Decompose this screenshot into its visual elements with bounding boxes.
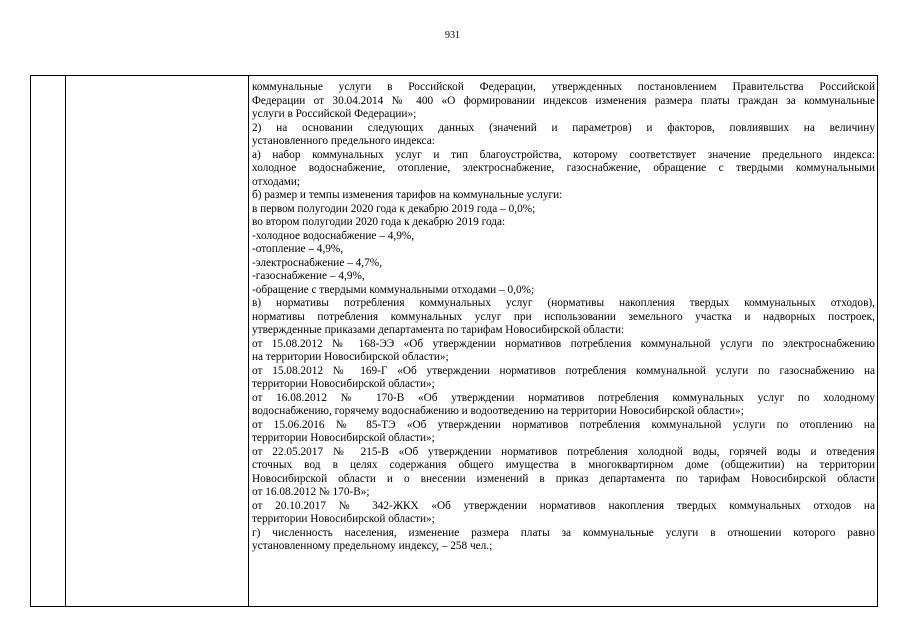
text-line: от 16.08.2012 № 170-В «Об утверждении нормативов потребления коммунальных услуг по холодному bbox=[252, 391, 875, 404]
text-line: в) нормативы потребления коммунальных услуг (нормативы накопления твердых коммунальных отходов), bbox=[252, 297, 875, 309]
document-table bbox=[30, 75, 878, 607]
text-line: б) размер и темпы изменения тарифов на коммунальные услуги: bbox=[252, 189, 563, 201]
text-line: 2) на основании следующих данных (значений и параметров) и факторов, повлиявших на величину bbox=[252, 121, 875, 134]
text-line: установленного предельного индекса: bbox=[252, 135, 435, 147]
text-line: коммунальные услуги в Российской Федерации, утвержденных постановлением Правительства Российской bbox=[252, 81, 875, 93]
text-line: -электроснабжение – 4,7%, bbox=[252, 256, 383, 269]
text-line: холодное водоснабжение, отопление, электроснабжение, газоснабжение, обращение с твердыми коммунальными bbox=[252, 162, 875, 174]
text-line: -обращение с твердыми коммунальными отходами – 0,0%; bbox=[252, 283, 535, 296]
text-line: на территории Новосибирской области»; bbox=[252, 351, 449, 363]
text-line: от 15.08.2012 № 168-ЭЭ «Об утверждении нормативов потребления коммунальной услуги по электроснабжению bbox=[252, 337, 875, 350]
text-line: Новосибирской области и о внесении изменений в приказ департамента по тарифам Новосибирской области bbox=[252, 472, 875, 485]
text-line: услуги в Российской Федерации»; bbox=[252, 108, 417, 120]
column-divider-2 bbox=[248, 76, 249, 606]
text-line: территории Новосибирской области»; bbox=[252, 432, 435, 444]
text-line: -холодное водоснабжение – 4,9%, bbox=[252, 229, 415, 242]
text-line: от 15.06.2016 № 85-ТЭ «Об утверждении нормативов потребления коммунальной услуги по отоплению на bbox=[252, 418, 875, 431]
text-line: водоснабжению, горячему водоснабжению и водоотведению на территории Новосибирской области»; bbox=[252, 405, 744, 417]
text-line: установленному предельному индексу, – 258 чел.; bbox=[252, 540, 493, 552]
text-line: отходами; bbox=[252, 175, 301, 188]
page-number: 931 bbox=[445, 30, 460, 41]
text-line: г) численность населения, изменение размера платы за коммунальные услуги в отношении которого равно bbox=[252, 526, 875, 539]
content-cell bbox=[252, 81, 875, 554]
text-line: территории Новосибирской области»; bbox=[252, 378, 435, 390]
text-line: во втором полугодии 2020 года к декабрю 2019 года: bbox=[252, 216, 506, 228]
text-line: сточных вод в целях содержания общего имущества в многоквартирном доме (общежитии) на территории bbox=[252, 459, 875, 471]
text-line: от 16.08.2012 № 170-В»; bbox=[252, 486, 370, 498]
column-divider-1 bbox=[65, 76, 66, 606]
text-line: -отопление – 4,9%, bbox=[252, 243, 344, 255]
text-line: территории Новосибирской области»; bbox=[252, 513, 435, 525]
text-line: а) набор коммунальных услуг и тип благоустройства, которому соответствует значение предельного индекса: bbox=[252, 148, 875, 161]
text-line: в первом полугодии 2020 года к декабрю 2019 года – 0,0%; bbox=[252, 202, 536, 215]
text-line: утвержденные приказами департамента по тарифам Новосибирской области: bbox=[252, 324, 625, 336]
text-line: от 15.08.2012 № 169-Г «Об утверждении нормативов потребления коммунальной услуги по газоснабжению на bbox=[252, 364, 875, 377]
text-line: -газоснабжение – 4,9%, bbox=[252, 270, 365, 282]
text-line: нормативы потребления коммунальных услуг при использовании земельного участка и надворных построек, bbox=[252, 310, 875, 323]
text-line: от 20.10.2017 № 342-ЖКХ «Об утверждении нормативов накопления твердых коммунальных отходов на bbox=[252, 499, 875, 512]
text-line: от 22.05.2017 № 215-В «Об утверждении нормативов потребления холодной воды, горячей воды и отведения bbox=[252, 445, 875, 458]
text-line: Федерации от 30.04.2014 № 400 «О формировании индексов изменения размера платы граждан за коммунальные bbox=[252, 94, 875, 107]
